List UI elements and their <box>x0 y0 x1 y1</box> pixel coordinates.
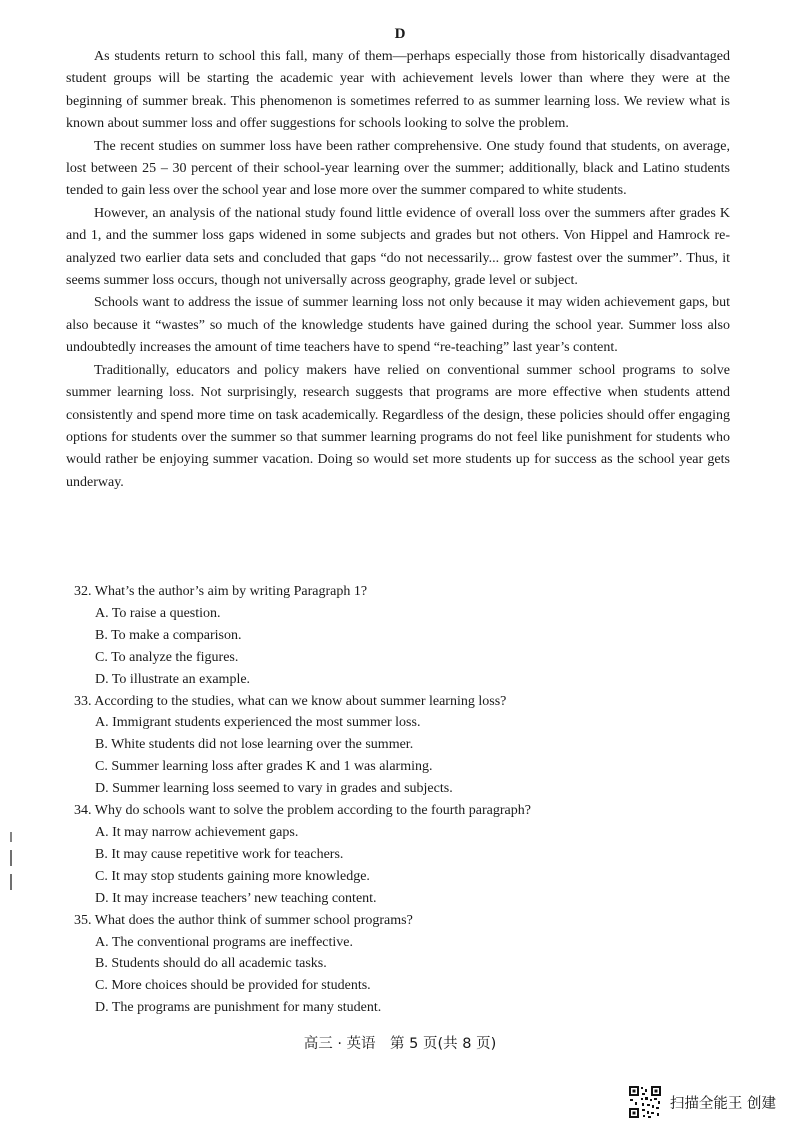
paragraph-1: As students return to school this fall, many of them—perhaps especially those from historically disadvantaged student groups will be starting the academic year with achievement levels lower than where they were at the beginning of summer break. This phenomenon is sometimes referred to as summer learning loss. We review what is known about summer loss and offer suggestions for schools looking to solve the problem. <box>66 49 730 132</box>
paragraph-4: Schools want to address the issue of summer learning loss not only because it may widen achievement gaps, but also because it “wastes” so much of the knowledge students have gained during the school year. Summer loss also undoubtedly increases the amount of time teachers have to spend “re-teaching” last year’s content. <box>66 295 730 356</box>
question-stem: 32. What’s the author’s aim by writing Paragraph 1? <box>74 584 368 599</box>
option-c: C. To analyze the figures. <box>95 649 239 665</box>
question-stem: 35. What does the author think of summer school programs? <box>74 912 413 928</box>
scanner-watermark <box>628 1085 776 1119</box>
option-d: D. Summer learning loss seemed to vary in grades and subjects. <box>95 781 453 797</box>
question-34 <box>74 800 734 910</box>
question-list <box>74 581 734 1019</box>
option-a: A. To raise a question. <box>95 605 221 621</box>
page-footer: 高三 · 英语 第 5 页(共 8 页) <box>303 1036 497 1052</box>
option-b: B. It may cause repetitive work for teachers. <box>95 846 344 862</box>
watermark-text: 扫描全能王 创建 <box>669 1095 776 1112</box>
section-title: D <box>394 26 406 42</box>
option-c: C. Summer learning loss after grades K and 1 was alarming. <box>95 759 433 775</box>
option-b: B. To make a comparison. <box>95 627 242 643</box>
question-35 <box>74 910 734 1020</box>
option-a: A. The conventional programs are ineffective. <box>95 934 353 950</box>
question-stem: 33. According to the studies, what can we know about summer learning loss? <box>74 693 507 709</box>
option-b: B. Students should do all academic tasks. <box>95 956 327 972</box>
question-stem: 34. Why do schools want to solve the problem according to the fourth paragraph? <box>74 803 531 819</box>
qr-code-icon <box>628 1085 662 1119</box>
option-c: C. More choices should be provided for students. <box>95 978 371 994</box>
option-a: A. Immigrant students experienced the most summer loss. <box>95 715 421 731</box>
reading-passage <box>66 46 730 494</box>
option-d: D. The programs are punishment for many student. <box>95 1000 382 1016</box>
paragraph-3: However, an analysis of the national study found little evidence of overall loss over the summers after grades K and 1, and the summer loss gaps widened in some subjects and grades but not others. Von Hippel and Hamrock re-analyzed two earlier data sets and concluded that gaps “do not necessarily... grow fastest over the summer”. Thus, it seems summer loss occurs, though not universally across geography, grade level or subject. <box>66 205 730 289</box>
question-33 <box>74 691 734 801</box>
option-b: B. White students did not lose learning over the summer. <box>95 737 414 753</box>
option-d: D. To illustrate an example. <box>95 671 251 687</box>
binding-margin-mark <box>9 832 13 890</box>
option-c: C. It may stop students gaining more knowledge. <box>95 868 370 884</box>
question-32 <box>74 581 734 691</box>
option-a: A. It may narrow achievement gaps. <box>95 824 299 840</box>
paragraph-5: Traditionally, educators and policy makers have relied on conventional summer school programs to solve summer learning loss. Not surprisingly, research suggests that programs are more effective when students attend consistently and spend more time on task academically. Regardless of the design, these policies should offer engaging options for students over the summer so that summer learning programs do not feel like punishment for students who would rather be enjoying summer vacation. Doing so would set more students up for success as the school year gets underway. <box>66 362 730 490</box>
paragraph-2: The recent studies on summer loss have been rather comprehensive. One study found that students, on average, lost between 25 – 30 percent of their school-year learning over the summer; additionally, black and Latino students tended to gain less over the school year and lose more over the summer compared to white students. <box>66 138 730 199</box>
option-d: D. It may increase teachers’ new teaching content. <box>95 890 377 906</box>
